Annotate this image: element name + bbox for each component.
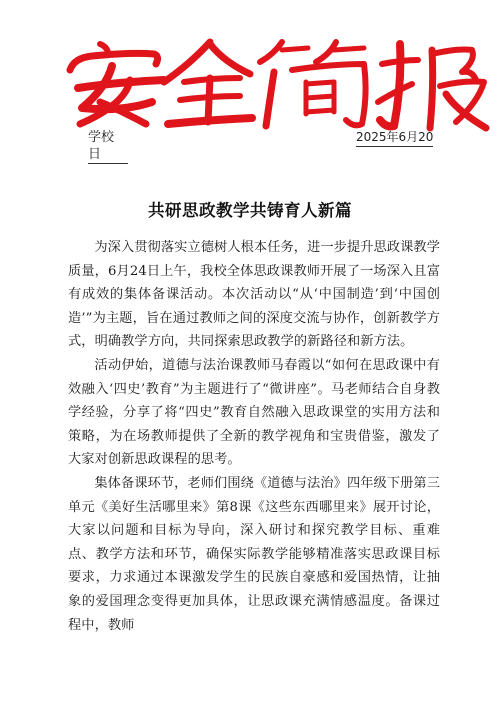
article-body bbox=[68, 236, 440, 637]
article-paragraph: 活动伊始，道德与法治课教师马春霞以“如何在思政课中有效融入‘四史’教育”为主题进行了“微讲座”。马老师结合自身教学经验，分享了将“四史”教育自然融入思政课堂的实用方法和策略，为在场教师提供了全新的教学视角和宝贵借鉴，激发了大家对创新思政课程的思考。 bbox=[68, 357, 440, 468]
issuer-label: 学校 日 bbox=[88, 129, 128, 164]
masthead-calligraphy bbox=[60, 36, 492, 134]
article-title: 共研思政教学共铸育人新篇 bbox=[148, 201, 352, 220]
masthead-logo bbox=[60, 36, 492, 134]
issue-date: 2025年6月20 bbox=[356, 129, 433, 147]
article-paragraph: 集体备课环节，老师们围绕《道德与法治》四年级下册第三单元《美好生活哪里来》第8课《这些东西哪里来》展开讨论，大家以问题和目标为导向，深入研讨和探究教学目标、重难点、教学方法和环节，确保实际教学能够精准落实思政课目标要求，力求通过本课激发学生的民族自豪感和爱国热情，让抽象的爱国理念变得更加具体，让思政课充满情感温度。备课过程中，教师 bbox=[68, 475, 440, 633]
article-paragraph: 为深入贯彻落实立德树人根本任务，进一步提升思政课教学质量，6月24日上午，我校全体思政课教师开展了一场深入且富有成效的集体备课活动。本次活动以“从‘中国制造’到‘中国创造’”为主题，旨在通过教师之间的深度交流与协作，创新教学方式，明确教学方向，共同探索思政教学的新路径和新方法。 bbox=[68, 240, 440, 350]
